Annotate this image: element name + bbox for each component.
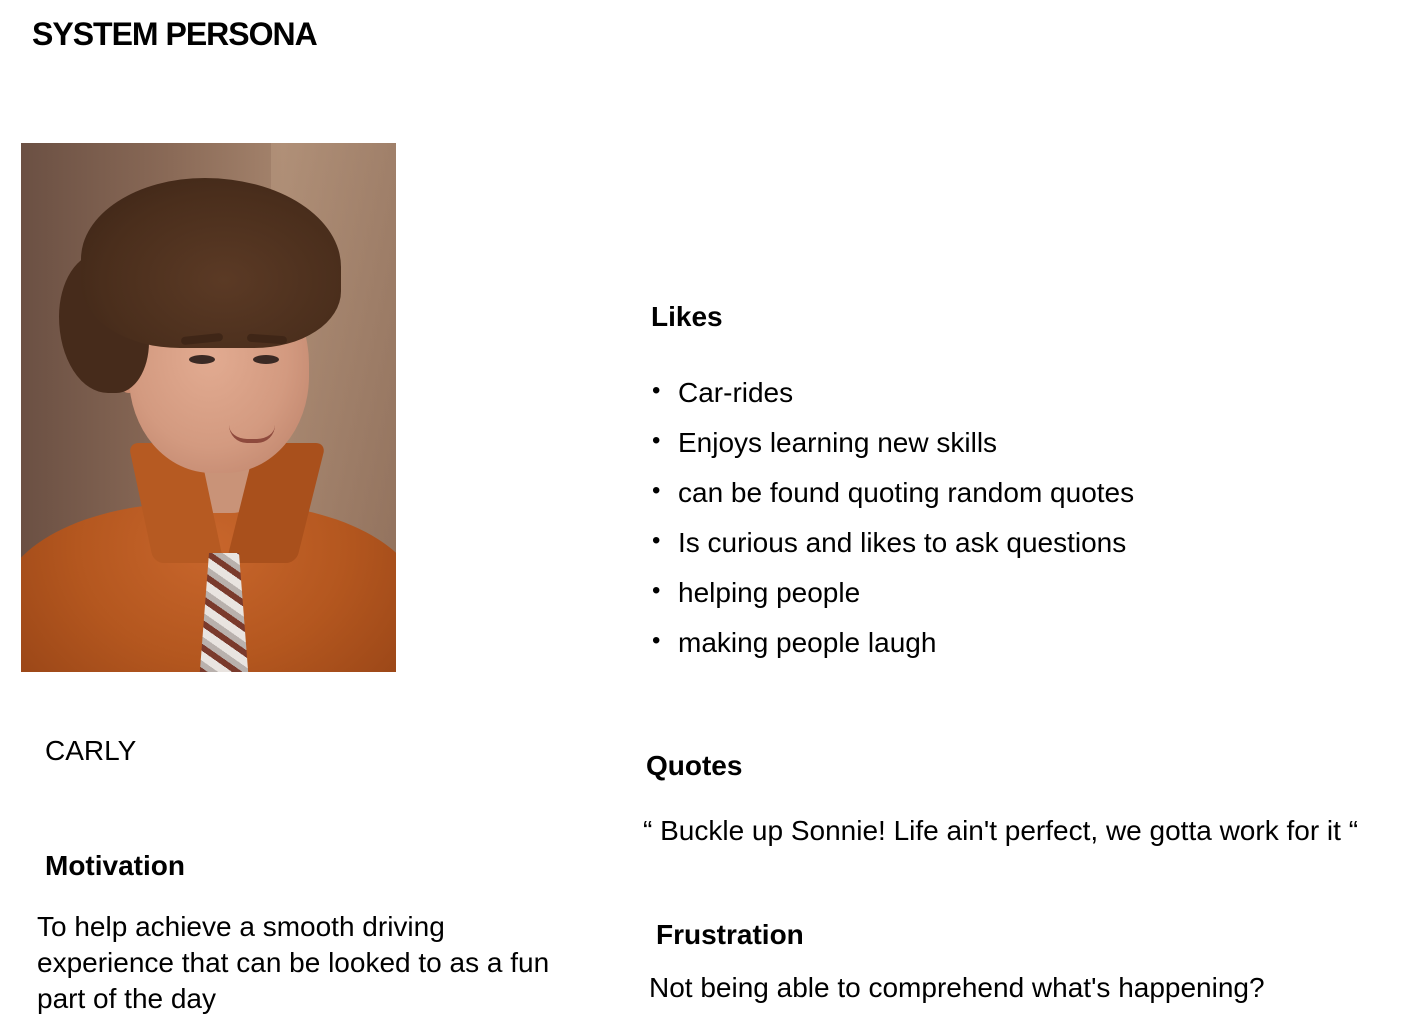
list-item — [650, 577, 1134, 627]
bullet-icon: • — [652, 527, 661, 554]
quotes-heading: Quotes — [646, 750, 743, 781]
persona-name: CARLY — [45, 735, 137, 766]
photo-eye-right — [253, 355, 279, 364]
likes-list — [650, 377, 1134, 677]
photo-eye-left — [189, 355, 215, 364]
bullet-icon: • — [652, 577, 661, 604]
list-item — [650, 377, 1134, 427]
likes-heading: Likes — [651, 301, 723, 332]
persona-photo — [21, 143, 396, 672]
motivation-text: To help achieve a smooth driving experience that can be looked to as a fun part of the day — [37, 911, 550, 1014]
list-item — [650, 627, 1134, 677]
list-item — [650, 527, 1134, 577]
motivation-heading: Motivation — [45, 850, 185, 881]
frustration-text: Not being able to comprehend what's happening? — [649, 972, 1265, 1003]
list-item — [650, 427, 1134, 477]
like-text: Enjoys learning new skills — [678, 427, 998, 458]
frustration-heading: Frustration — [656, 919, 804, 950]
bullet-icon: • — [652, 477, 661, 504]
like-text: Car-rides — [678, 377, 794, 408]
like-text: can be found quoting random quotes — [678, 477, 1135, 508]
like-text: Is curious and likes to ask questions — [678, 527, 1127, 558]
list-item — [650, 477, 1134, 527]
bullet-icon: • — [652, 377, 661, 404]
bullet-icon: • — [652, 627, 661, 654]
quote-text: “ Buckle up Sonnie! Life ain't perfect, we gotta work for it “ — [643, 815, 1359, 846]
bullet-icon: • — [652, 427, 661, 454]
like-text: helping people — [678, 577, 861, 608]
page-title: SYSTEM PERSONA — [32, 16, 317, 52]
like-text: making people laugh — [678, 627, 937, 658]
